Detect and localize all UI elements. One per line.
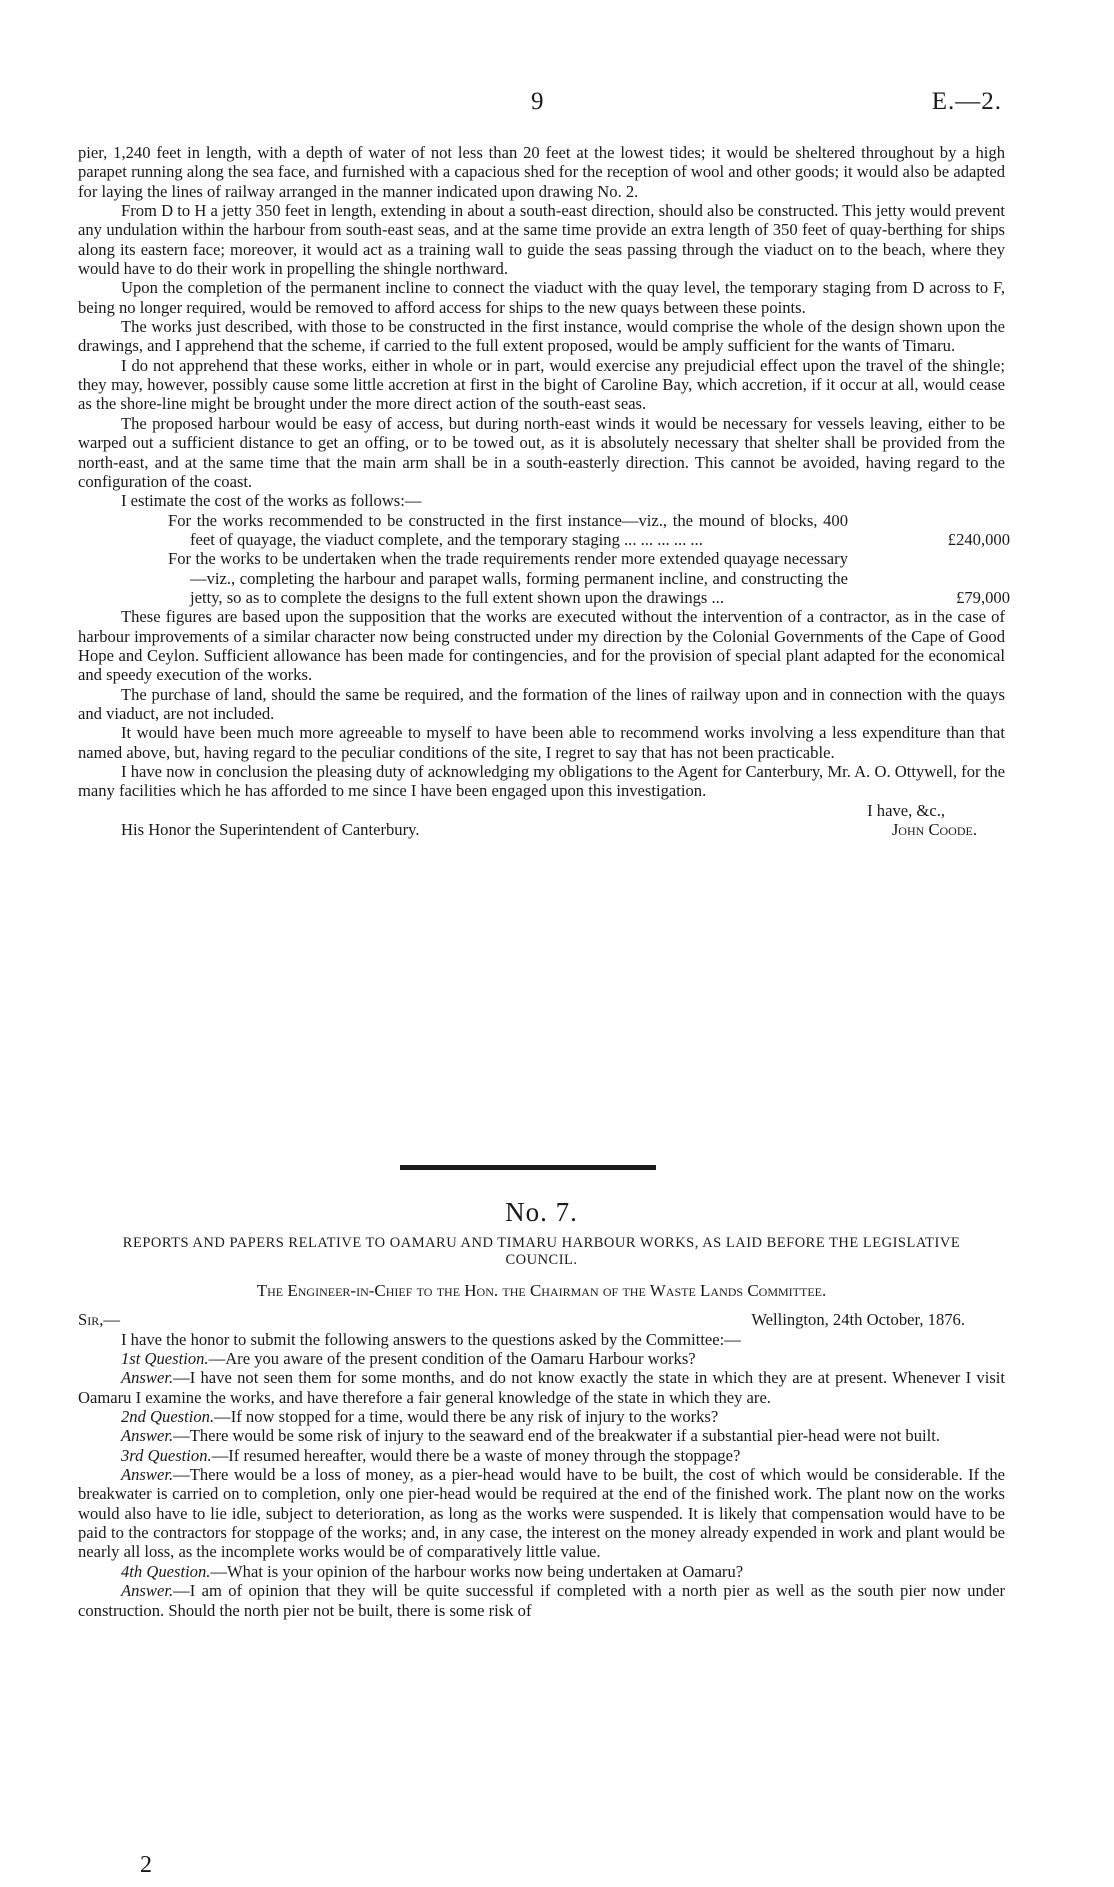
paragraph: I have now in conclusion the pleasing duty of acknowledging my obligations to the Agent for Canterbury, Mr. A. O. Ottywell, for the many facilities which he has afforded to me since I have been engaged upon this investigation. xyxy=(78,762,1005,801)
estimate-description: For the works to be undertaken when the trade requirements render more extended quayage necessary—viz., completing the harbour and parapet walls, forming permanent incline, and constructing the jetty, so as to complete the designs to the full extent shown upon the drawings ... xyxy=(168,549,848,607)
paragraph: I estimate the cost of the works as follows:— xyxy=(121,491,422,511)
document-reference: E.—2. xyxy=(931,88,1002,115)
answer-label: Answer. xyxy=(121,1426,174,1446)
answer-label: Answer. xyxy=(121,1368,174,1388)
answer: Answer.—There would be some risk of injury to the seaward end of the breakwater if a substantial pier-head were not built. xyxy=(121,1426,940,1446)
salutation-line xyxy=(78,1310,1005,1329)
section-title: REPORTS AND PAPERS RELATIVE TO OAMARU AND TIMARU HARBOUR WORKS, AS LAID BEFORE THE LEGISLATIVE COUNCIL. xyxy=(122,1235,961,1268)
paragraph: pier, 1,240 feet in length, with a depth of water of not less than 20 feet at the lowest tides; it would be sheltered throughout by a high parapet running along the sea face, and furnished with a capacious shed for the reception of wool and other goods; it would also be adapted for laying the lines of railway arranged in the manner indicated upon drawing No. 2. xyxy=(78,143,1005,201)
place-date: Wellington, 24th October, 1876. xyxy=(751,1310,965,1330)
section-number: No. 7. xyxy=(505,1197,578,1227)
paragraph: The purchase of land, should the same be required, and the formation of the lines of railway upon and in connection with the quays and viaduct, are not included. xyxy=(78,684,1005,723)
answer: Answer.—I have not seen them for some months, and do not know exactly the state in which they are at present. Whenever I visit Oamaru I examine the works, and have therefore a fair general knowledge of the state in which they are. xyxy=(78,1368,1005,1407)
question-label: 3rd Question. xyxy=(121,1445,212,1465)
estimate-amount: £240,000 xyxy=(947,529,1010,549)
question: 3rd Question.—If resumed hereafter, would there be a waste of money through the stoppage? xyxy=(121,1445,741,1465)
question-label: 4th Question. xyxy=(121,1561,211,1581)
paragraph: I have the honor to submit the following answers to the questions asked by the Committee:— xyxy=(121,1329,741,1349)
paragraph: These figures are based upon the supposition that the works are executed without the intervention of a contractor, as in the case of harbour improvements of a similar character now being constructed under my direction by the Colonial Governments of the Cape of Good Hope and Ceylon. Sufficient allowance has been made for contingencies, and for the provision of special plant adapted for the economical and speedy execution of the works. xyxy=(78,607,1005,685)
signature-line xyxy=(78,820,1005,839)
salutation: Sir,— xyxy=(78,1310,120,1330)
paragraph: The proposed harbour would be easy of access, but during north-east winds it would be necessary for vessels leaving, either to be warped out a sufficient distance to get an offing, or to be towed out, as it is absolutely necessary that shelter shall be provided from the north-east, and at the same time that the main arm shall be in a south-easterly direction. This cannot be avoided, having regard to the configuration of the coast. xyxy=(78,413,1005,491)
question: 2nd Question.—If now stopped for a time, would there be any risk of injury to the works? xyxy=(121,1407,719,1427)
paragraph: Upon the completion of the permanent incline to connect the viaduct with the quay level, the temporary staging from D across to F, being no longer required, would be removed to afford access for ships to the new quays between these points. xyxy=(78,278,1005,317)
question: 4th Question.—What is your opinion of the harbour works now being undertaken at Oamaru? xyxy=(121,1561,744,1581)
question-label: 1st Question. xyxy=(121,1349,209,1369)
signature-mark: 2 xyxy=(140,1852,152,1878)
estimate-item xyxy=(168,510,1010,550)
answer: Answer.—I am of opinion that they will be quite successful if completed with a north pier as well as the south pier now under construction. Should the north pier not be built, there is some risk of xyxy=(78,1581,1005,1620)
closing-salutation: I have, &c., xyxy=(867,800,945,820)
estimate-item xyxy=(168,549,1010,607)
answer-label: Answer. xyxy=(121,1581,174,1601)
question: 1st Question.—Are you aware of the present condition of the Oamaru Harbour works? xyxy=(121,1349,696,1369)
paragraph: It would have been much more agreeable to myself to have been able to recommend works involving a less expenditure than that named above, but, having regard to the peculiar conditions of the site, I regret to say that has not been practicable. xyxy=(78,723,1005,762)
letter-address-line: The Engineer-in-Chief to the Hon. the Chairman of the Waste Lands Committee. xyxy=(256,1281,827,1300)
paragraph: I do not apprehend that these works, either in whole or in part, would exercise any prejudicial effect upon the travel of the shingle; they may, however, possibly cause some little accretion at first in the bight of Caroline Bay, which accretion, if it occur at all, would cease as the shore-line might be brought under the more direct action of the south-east seas. xyxy=(78,355,1005,414)
section-divider xyxy=(400,1165,656,1170)
question-label: 2nd Question. xyxy=(121,1407,215,1427)
addressee: His Honor the Superintendent of Canterbury. xyxy=(121,820,420,840)
signatory: John Coode. xyxy=(891,820,977,840)
page-number: 9 xyxy=(531,88,544,115)
paragraph: The works just described, with those to be constructed in the first instance, would comprise the whole of the design shown upon the drawings, and I apprehend that the scheme, if carried to the full extent proposed, would be amply sufficient for the wants of Timaru. xyxy=(78,317,1005,356)
page-header xyxy=(0,88,1114,122)
paragraph: From D to H a jetty 350 feet in length, extending in about a south-east direction, should also be constructed. This jetty would prevent any undulation within the harbour from south-east seas, and at the same time provide an extra length of 350 feet of quay-berthing for ships along its eastern face; moreover, it would act as a training wall to guide the seas passing through the viaduct on to the beach, where they would have to do their work in propelling the shingle northward. xyxy=(78,201,1005,279)
estimate-description: For the works recommended to be constructed in the first instance—viz., the mound of blocks, 400 feet of quayage, the viaduct complete, and the temporary staging ... ... ... ... ... xyxy=(168,510,848,549)
coode-report-continuation xyxy=(78,143,1010,840)
estimate-amount: £79,000 xyxy=(956,587,1010,607)
answer-label: Answer. xyxy=(121,1465,174,1485)
closing-line xyxy=(78,801,1005,820)
report-no-7 xyxy=(78,1195,1005,1620)
answer: Answer.—There would be a loss of money, as a pier-head would have to be built, the cost of which would be considerable. If the breakwater is carried on to completion, only one pier-head would be required at the end of the finished work. The plant now on the works would also have to lie idle, subject to deterioration, as long as the works were suspended. It is likely that compensation would have to be paid to the contractors for stoppage of the works; and, in any case, the interest on the money already expended in work and plant would be nearly all loss, as the incomplete works would be of comparatively little value. xyxy=(78,1465,1005,1562)
